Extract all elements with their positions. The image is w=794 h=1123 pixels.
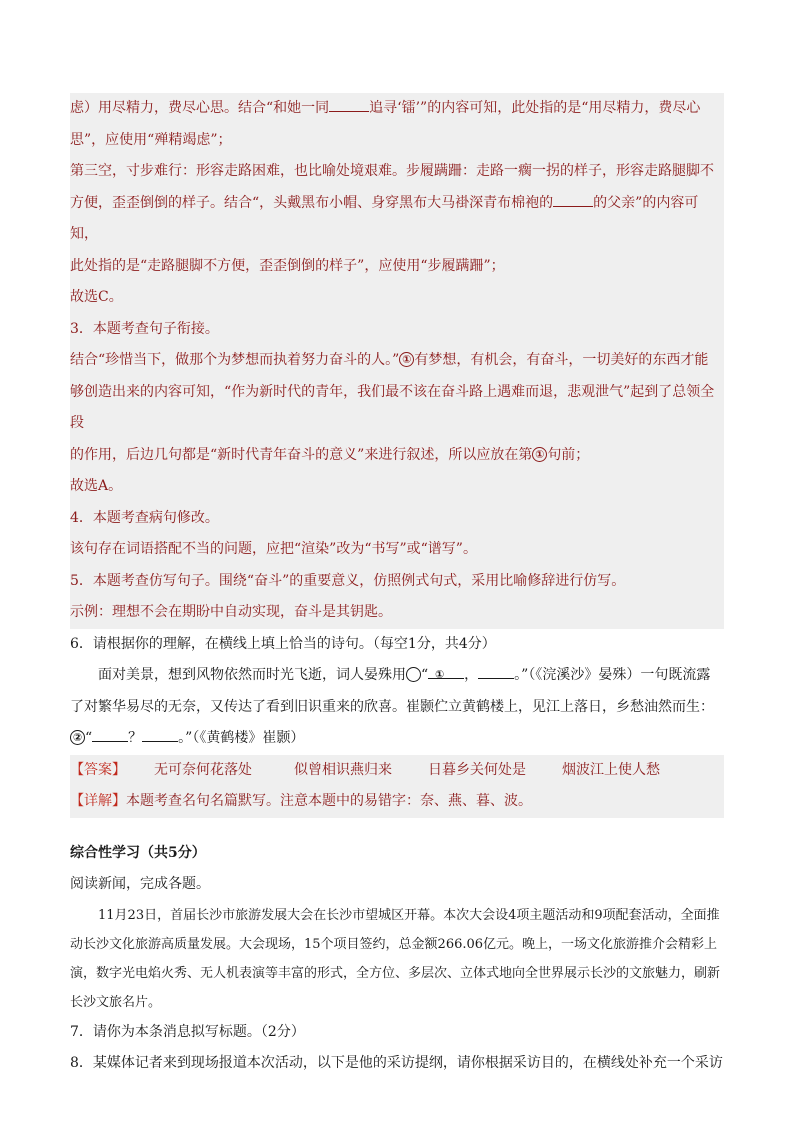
circled-number: ①: [399, 352, 414, 367]
answer-tag: 【答案】: [70, 761, 126, 778]
blank-line: [478, 664, 514, 679]
spacer: [70, 818, 724, 838]
explanation-line: 3．本题考查句子衔接。: [70, 320, 219, 337]
explanation-line: 该句存在词语搭配不当的问题，应把“渲染”改为“书写”或“谱写”。: [70, 541, 477, 557]
detail-line: 【详解】本题考查名句名篇默写。注意本题中的易错字：奈、燕、暮、波。: [70, 793, 532, 809]
blank-line: [329, 97, 369, 112]
question-7: 7．请你为本条消息拟写标题。（2分）: [70, 1023, 305, 1040]
explanation-block: [70, 93, 724, 629]
explanation-line: 此处指的是“走路腿脚不方便，歪歪倒倒的样子”，应使用“步履蹒跚”；: [70, 257, 505, 274]
explanation-line: 够创造出来的内容可知，“作为新时代的青年，我们最不该在奋斗路上遇难而退，悲观泄气”起到了总领全段: [70, 383, 715, 431]
question-8: 8．某媒体记者来到现场报道本次活动，以下是他的采访提纲，请你根据采访目的，在横线处补充一个采访: [70, 1055, 723, 1071]
answer-item: 日暮乡关何处是: [428, 761, 526, 778]
explanation-line: 结合“珍惜当下，做那个为梦想而执着努力奋斗的人。” ① 有梦想，有机会，有奋斗，一切美好的东西才能: [70, 352, 709, 368]
question-6-line: 面对美景，想到风物依然而时光飞逝，词人晏殊用 ①“ ， 。”（《浣溪沙》晏殊）一句既流露: [70, 660, 724, 692]
explanation-line: 方便，歪歪倒倒的样子。结合“，头戴黑布小帽、身穿黑布大马褂深青布棉袍的 的父亲”的内容可知，: [70, 188, 724, 251]
explanation-line: 故选C。: [70, 289, 123, 305]
answer-item: 烟波江上使人愁: [562, 761, 660, 778]
answer-item: 似曾相识燕归来: [294, 761, 392, 778]
explanation-line: 故选A。: [70, 478, 123, 494]
circled-number: ②: [70, 730, 85, 745]
blank-line: [553, 192, 593, 207]
explanation-line: 5．本题考查仿写句子。围绕“奋斗”的重要意义，仿照例式句式，采用比喻修辞进行仿写。: [70, 572, 626, 589]
circled-number: ①: [406, 667, 421, 682]
explanation-line: 4．本题考查病句修改。: [70, 509, 219, 526]
explanation-line: 的作用，后边几句都是“新时代青年奋斗的意义”来进行叙述，所以应放在第 ① 句前；: [70, 446, 590, 463]
answer-block: [70, 755, 724, 818]
detail-tag: 【详解】: [70, 793, 126, 809]
question-6-stem: 6．请根据你的理解，在横线上填上恰当的诗句。（每空1分，共4分）: [70, 635, 496, 652]
document-page: [70, 93, 724, 1080]
section-intro: 阅读新闻，完成各题。: [70, 876, 210, 892]
explanation-line: 虑）用尽精力，费尽心思。结合“和她一同 追寻‘镭’”的内容可知，此处指的是“用尽精力，费尽心: [70, 93, 724, 125]
blank-line: [142, 727, 178, 742]
news-paragraph: 11月23日，首届长沙市旅游发展大会在长沙市望城区开幕。本次大会设4项主题活动和9项配套活动，全面推动长沙文化旅游高质量发展。大会现场，15个项目签约，总金额266.06亿元。晚上，一场文化旅游推介会精彩上演，数字光电焰火秀、无人机表演等丰富的形式，全方位、多层次、立体式地向全世界展示长沙的文旅魅力，刷新长沙文旅名片。: [70, 907, 721, 1010]
question-6-line: ② “ ？ 。”（《黄鹤楼》崔颢）: [70, 723, 724, 755]
blank-line: [428, 664, 464, 679]
circled-number: ①: [532, 447, 547, 462]
blank-line: [92, 727, 128, 742]
explanation-line: 示例：理想不会在期盼中自动实现，奋斗是其钥匙。: [70, 604, 392, 620]
explanation-line: 思”，应使用“殚精竭虑”；: [70, 131, 232, 148]
question-6-line: 了对繁华易尽的无奈，又传达了看到旧识重来的欣喜。崔颢伫立黄鹤楼上，见江上落日，乡愁油然而生：: [70, 698, 714, 715]
explanation-line: 第三空，寸步难行：形容走路困难，也比喻处境艰难。步履蹒跚：走路一瘸一拐的样子，形容走路腿脚不: [70, 163, 714, 179]
answer-line: [70, 755, 724, 787]
answer-item: 无可奈何花落处: [154, 761, 252, 778]
section-title: 综合性学习（共5分）: [70, 844, 206, 861]
